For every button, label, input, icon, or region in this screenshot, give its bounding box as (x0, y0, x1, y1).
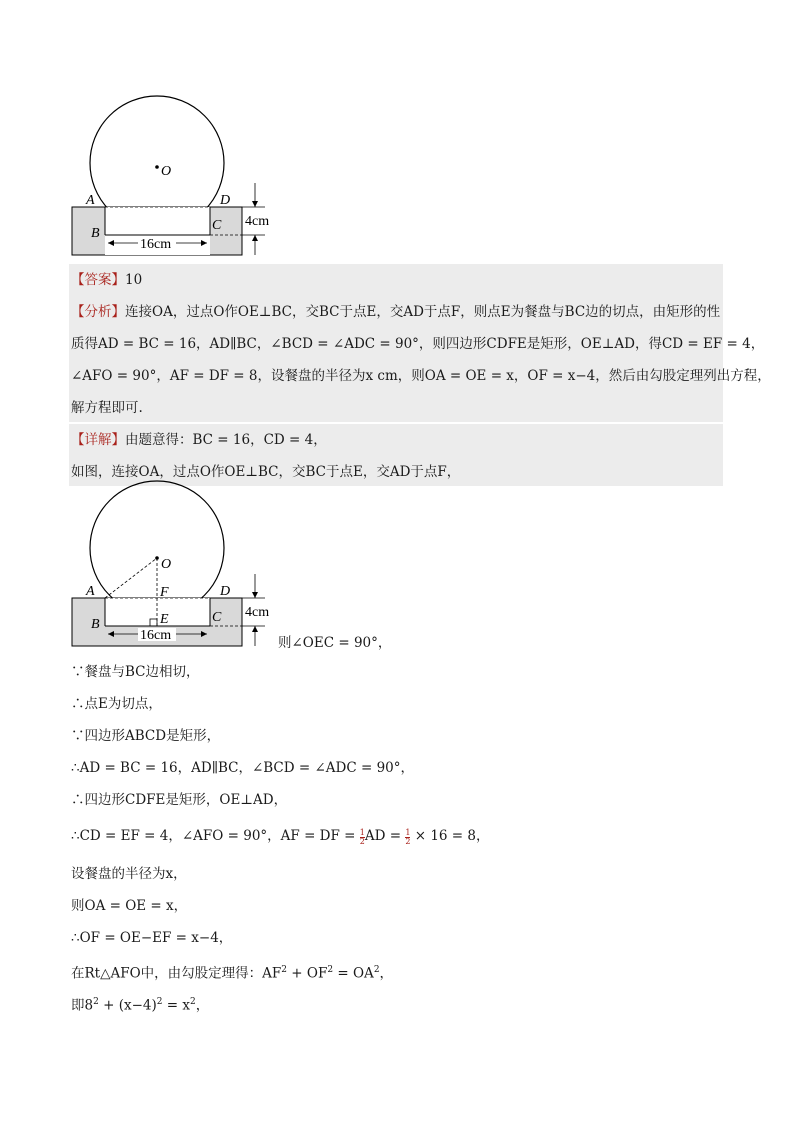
detail-line-2: 如图，连接OA，过点O作OE⊥BC，交BC于点E，交AD于点F， (71, 464, 461, 480)
label-length: 16cm (140, 628, 172, 643)
analysis-text-1: 连接OA，过点O作OE⊥BC，交BC于点E，交AD于点F，则点E为餐盘与BC边的切点，由矩形的性 (125, 304, 721, 320)
figure-bottom (60, 490, 290, 643)
step-6 (71, 826, 489, 846)
step-6-mid: AD = (364, 828, 406, 844)
answer-tag: 【答案】 (71, 272, 125, 288)
analysis-line-3: ∠AFO = 90°，AF = DF = 8，设餐盘的半径为x cm，则OA = OE = x，OF = x−4，然后由勾股定理列出方程， (71, 368, 771, 384)
step-10: 在Rt△AFO中，由勾股定理得：$AF^2 + OF^2 = OA^2$， (71, 965, 394, 982)
analysis-tag: 【分析】 (71, 304, 125, 320)
diagram-circle-construction (60, 490, 290, 643)
step-5: ∴四边形CDFE是矩形，OE⊥AD， (71, 792, 288, 808)
answer-value: 10 (125, 272, 143, 288)
step-6-pre: ∴CD = EF = 4，∠AFO = 90°，AF = DF = (71, 828, 360, 844)
label-height: 4cm (245, 605, 270, 620)
detail-tag: 【详解】 (71, 432, 125, 448)
analysis-line-4: 解方程即可. (71, 400, 143, 416)
label-C: C (212, 218, 222, 233)
step-1: ∵餐盘与BC边相切， (71, 664, 200, 680)
answer-line (71, 270, 142, 290)
step-11: 即$8^2 + (x-4)^2 = x^2$， (71, 997, 210, 1014)
figure-top (60, 95, 290, 252)
label-E: E (160, 612, 169, 627)
label-D: D (220, 584, 231, 599)
step-6-post: × 16 = 8， (410, 828, 490, 844)
step-3: ∵四边形ABCD是矩形， (71, 728, 221, 744)
analysis-line-2: 质得AD = BC = 16，AD∥BC，∠BCD = ∠ADC = 90°，则四边形CDFE是矩形，OE⊥AD，得CD = EF = 4， (71, 336, 765, 352)
label-F: F (160, 585, 169, 600)
step-0: 则∠OEC = 90°， (278, 635, 392, 651)
analysis-line-1 (71, 302, 720, 322)
line-OA (105, 558, 157, 598)
label-D: D (220, 193, 231, 208)
step-4: ∴AD = BC = 16，AD∥BC，∠BCD = ∠ADC = 90°， (71, 760, 415, 776)
label-A: A (86, 584, 95, 599)
label-O: O (161, 557, 172, 572)
fraction-half-1: $\frac{1}{2}$ (359, 828, 365, 846)
label-A: A (86, 193, 95, 208)
diagram-circle-rectangle (60, 95, 290, 252)
step-8: 则OA = OE = x， (71, 898, 188, 914)
fraction-half-2: $\frac{1}{2}$ (405, 828, 411, 846)
label-B: B (91, 617, 100, 632)
label-height: 4cm (245, 214, 270, 229)
label-C: C (212, 610, 222, 625)
label-B: B (91, 226, 100, 241)
label-O: O (161, 164, 172, 179)
detail-line-1 (71, 430, 327, 450)
step-7: 设餐盘的半径为x， (71, 866, 187, 882)
label-length: 16cm (140, 237, 172, 252)
center-point (155, 165, 159, 169)
step-9: ∴OF = OE−EF = x−4， (71, 930, 233, 946)
detail-text-1: 由题意得：BC = 16，CD = 4， (125, 432, 327, 448)
step-2: ∴点E为切点， (71, 696, 162, 712)
